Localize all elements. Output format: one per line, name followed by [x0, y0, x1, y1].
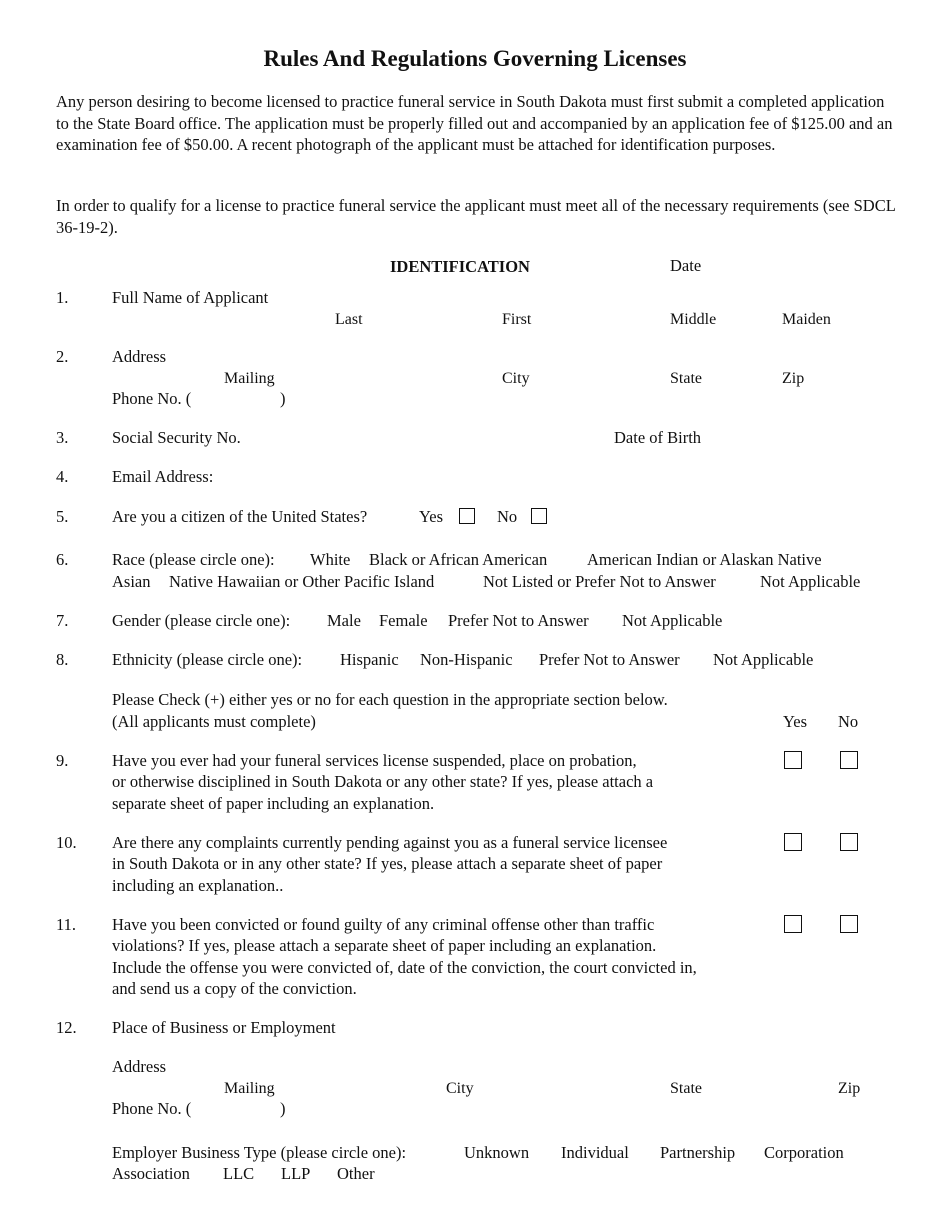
q9-text-line-3: separate sheet of paper including an explanation.: [112, 794, 435, 813]
ethnicity-option-non-hispanic[interactable]: Non-Hispanic: [420, 650, 513, 669]
dob-input[interactable]: [713, 428, 894, 446]
business-address-sub-zip: Zip: [838, 1080, 861, 1097]
q1-number: 1.: [56, 288, 69, 307]
instructions-line-1: Please Check (+) either yes or no for each question in the appropriate section below.: [112, 690, 668, 709]
race-option-american-indian[interactable]: American Indian or Alaskan Native: [587, 550, 822, 569]
q10-yes-checkbox[interactable]: [784, 833, 802, 851]
race-option-not-listed[interactable]: Not Listed or Prefer Not to Answer: [483, 572, 716, 591]
q11-no-checkbox[interactable]: [840, 915, 858, 933]
business-type-corporation[interactable]: Corporation: [764, 1143, 844, 1162]
q7-number: 7.: [56, 611, 69, 630]
citizen-no-checkbox[interactable]: [531, 508, 547, 524]
q11-text-line-2: violations? If yes, please attach a separate sheet of paper including an explanation.: [112, 936, 657, 955]
instructions-line-2: (All applicants must complete): [112, 712, 316, 731]
q8-number: 8.: [56, 650, 69, 669]
yes-column-header: Yes: [783, 712, 808, 731]
q10-text-line-3: including an explanation..: [112, 876, 284, 895]
race-option-white[interactable]: White: [310, 550, 351, 569]
full-name-input[interactable]: [290, 288, 894, 306]
business-address-sub-city: City: [446, 1080, 474, 1097]
ethnicity-option-prefer-not[interactable]: Prefer Not to Answer: [539, 650, 680, 669]
business-type-other[interactable]: Other: [337, 1164, 375, 1183]
ethnicity-option-not-applicable[interactable]: Not Applicable: [713, 650, 814, 669]
race-option-native-hawaiian[interactable]: Native Hawaiian or Other Pacific Island: [169, 572, 435, 591]
business-type-association[interactable]: Association: [112, 1164, 190, 1183]
full-name-sub-maiden: Maiden: [782, 311, 831, 328]
q9-no-checkbox[interactable]: [840, 751, 858, 769]
q11-number: 11.: [56, 915, 77, 934]
q4-number: 4.: [56, 467, 69, 486]
business-address-sub-state: State: [670, 1080, 702, 1097]
q11-text-line-4: and send us a copy of the conviction.: [112, 979, 357, 998]
email-input[interactable]: [227, 467, 670, 485]
business-phone-number-input[interactable]: [286, 1099, 447, 1117]
q9-text-line-1: Have you ever had your funeral services license suspended, place on probation,: [112, 751, 637, 770]
q9-text-line-2: or otherwise disciplined in South Dakota or any other state? If yes, please attach a: [112, 772, 654, 791]
business-label: Place of Business or Employment: [112, 1018, 336, 1037]
business-input[interactable]: [364, 1018, 894, 1036]
gender-option-male[interactable]: Male: [327, 611, 361, 630]
q11-text-line-1: Have you been convicted or found guilty of any criminal offense other than traffic: [112, 915, 655, 934]
q10-number: 10.: [56, 833, 77, 852]
page-title: Rules And Regulations Governing Licenses: [263, 46, 687, 71]
dob-label: Date of Birth: [614, 428, 702, 447]
gender-option-not-applicable[interactable]: Not Applicable: [622, 611, 723, 630]
intro-paragraph-1: Any person desiring to become licensed to practice funeral service in South Dakota must first submit a completed application to the State Board office. The application must be properly filled out and accompanied by an application fee of $125.00 and an examination fee of $50.00. A recent photograph of the applicant must be attached for identification purposes.: [56, 92, 893, 154]
phone-close-paren: ): [280, 389, 286, 408]
phone-area-code-input[interactable]: [206, 389, 280, 407]
citizen-yes-checkbox[interactable]: [459, 508, 475, 524]
business-phone-close-paren: ): [280, 1099, 286, 1118]
gender-option-female[interactable]: Female: [379, 611, 428, 630]
ethnicity-label: Ethnicity (please circle one):: [112, 650, 303, 669]
no-column-header: No: [838, 712, 859, 731]
business-address-label: Address: [112, 1057, 167, 1076]
race-option-black[interactable]: Black or African American: [369, 550, 548, 569]
date-label: Date: [670, 256, 702, 275]
address-sub-mailing: Mailing: [224, 370, 275, 387]
race-option-not-applicable[interactable]: Not Applicable: [760, 572, 861, 591]
address-input[interactable]: [172, 347, 894, 365]
email-label: Email Address:: [112, 467, 214, 486]
q11-yes-checkbox[interactable]: [784, 915, 802, 933]
full-name-label: Full Name of Applicant: [112, 288, 269, 307]
q9-number: 9.: [56, 751, 69, 770]
date-input[interactable]: [706, 256, 894, 274]
business-type-llc[interactable]: LLC: [223, 1164, 255, 1183]
address-sub-city: City: [502, 370, 530, 387]
address-sub-zip: Zip: [782, 370, 805, 387]
race-option-asian[interactable]: Asian: [112, 572, 151, 591]
q2-number: 2.: [56, 347, 69, 366]
q3-number: 3.: [56, 428, 69, 447]
q5-number: 5.: [56, 507, 69, 526]
full-name-sub-middle: Middle: [670, 311, 717, 328]
q9-yes-checkbox[interactable]: [784, 751, 802, 769]
address-label: Address: [112, 347, 167, 366]
q10-text-line-2: in South Dakota or in any other state? If yes, please attach a separate sheet of paper: [112, 854, 663, 873]
business-type-unknown[interactable]: Unknown: [464, 1143, 530, 1162]
intro-paragraph-2: In order to qualify for a license to practice funeral service the applicant must meet all of the necessary requirements (see SDCL 36-19-2).: [56, 196, 896, 237]
full-name-sub-last: Last: [335, 311, 363, 328]
q11-text-line-3: Include the offense you were convicted of, date of the conviction, the court convicted in,: [112, 958, 697, 977]
phone-number-input[interactable]: [286, 389, 503, 407]
citizen-yes-label: Yes: [419, 507, 444, 526]
gender-label: Gender (please circle one):: [112, 611, 291, 630]
q10-text-line-1: Are there any complaints currently pending against you as a funeral service licensee: [112, 833, 668, 852]
identification-heading: IDENTIFICATION: [390, 257, 530, 276]
ethnicity-option-hispanic[interactable]: Hispanic: [340, 650, 399, 669]
business-phone-label: Phone No. (: [112, 1099, 192, 1118]
business-phone-area-input[interactable]: [206, 1099, 280, 1117]
q10-no-checkbox[interactable]: [840, 833, 858, 851]
phone-label: Phone No. (: [112, 389, 192, 408]
business-type-partnership[interactable]: Partnership: [660, 1143, 736, 1162]
ssn-input[interactable]: [256, 428, 614, 446]
business-type-individual[interactable]: Individual: [561, 1143, 629, 1162]
gender-option-prefer-not[interactable]: Prefer Not to Answer: [448, 611, 589, 630]
business-type-llp[interactable]: LLP: [281, 1164, 311, 1183]
race-label: Race (please circle one):: [112, 550, 275, 569]
q12-number: 12.: [56, 1018, 77, 1037]
full-name-sub-first: First: [502, 311, 532, 328]
address-sub-state: State: [670, 370, 702, 387]
ssn-label: Social Security No.: [112, 428, 241, 447]
business-address-sub-mailing: Mailing: [224, 1080, 275, 1097]
business-type-label: Employer Business Type (please circle one):: [112, 1143, 407, 1162]
business-address-input[interactable]: [172, 1057, 894, 1075]
citizen-question: Are you a citizen of the United States?: [112, 507, 368, 526]
citizen-no-label: No: [497, 507, 518, 526]
q6-number: 6.: [56, 550, 69, 569]
